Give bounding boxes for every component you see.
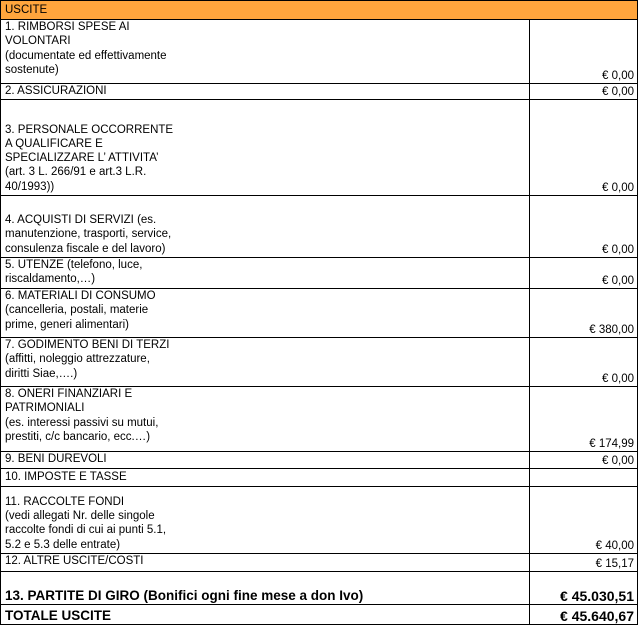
row-label[interactable]: 7. GODIMENTO BENI DI TERZI (affitti, noleggio attrezzature, diritti Siae,….) [1,338,530,387]
table-row [1,469,638,487]
partite-row [1,572,638,605]
table-row [1,554,638,572]
header-title[interactable]: USCITE [1,1,638,20]
row-label[interactable]: 2. ASSICURAZIONI [1,84,530,100]
row-label[interactable]: 10. IMPOSTE E TASSE [1,469,530,487]
row-label[interactable] [1,487,530,554]
totale-row [1,605,638,625]
row-label-text: 11. RACCOLTE FONDI (vedi allegati Nr. delle singole raccolte fondi di cui ai punti 5.1, 5.2 e 5.3 delle entrate) [5,495,167,551]
row-amount[interactable] [530,469,638,487]
row-amount[interactable]: € 174,99 [530,387,638,452]
row-amount[interactable]: € 0,00 [530,84,638,100]
partite-label[interactable]: 13. PARTITE DI GIRO (Bonifici ogni fine mese a don Ivo) [1,572,530,605]
row-label[interactable]: 1. RIMBORSI SPESE AI VOLONTARI (documentate ed effettivamente sostenute) [1,20,530,84]
table-row [1,289,638,338]
row-amount[interactable]: € 380,00 [530,289,638,338]
table-row [1,387,638,452]
row-amount[interactable]: € 0,00 [530,196,638,258]
row-amount[interactable]: € 0,00 [530,452,638,469]
row-label[interactable] [1,100,530,196]
row-label[interactable]: 9. BENI DUREVOLI [1,452,530,469]
row-label[interactable]: 8. ONERI FINANZIARI E PATRIMONIALI (es. interessi passivi su mutui, prestiti, c/c bancario, ecc.…) [1,387,530,452]
row-label[interactable]: 6. MATERIALI DI CONSUMO (cancelleria, postali, materie prime, generi alimentari) [1,289,530,338]
table-row [1,196,638,258]
table-row [1,338,638,387]
header-row [1,1,638,20]
row-amount[interactable]: € 0,00 [530,258,638,289]
row-label[interactable]: 12. ALTRE USCITE/COSTI [1,554,530,572]
table-row [1,84,638,100]
row-amount[interactable]: € 0,00 [530,20,638,84]
totale-label[interactable]: TOTALE USCITE [1,605,530,625]
table-row [1,100,638,196]
row-amount[interactable]: € 0,00 [530,100,638,196]
row-label[interactable]: 5. UTENZE (telefono, luce, riscaldamento,…) [1,258,530,289]
row-amount[interactable]: € 0,00 [530,338,638,387]
table-row [1,452,638,469]
row-label-text: 3. PERSONALE OCCORRENTE A QUALIFICARE E SPECIALIZZARE L’ ATTIVITA’ (art. 3 L. 266/91 e art.3 L.R. 40/1993)) [5,123,174,193]
row-label[interactable] [1,196,530,258]
table-row [1,20,638,84]
table-row [1,258,638,289]
row-label-text: 4. ACQUISTI DI SERVIZI (es. manutenzione, trasporti, service, consulenza fiscale e del lavoro) [5,214,172,255]
totale-amount[interactable]: € 45.640,67 [530,605,638,625]
row-amount[interactable]: € 15,17 [530,554,638,572]
table-row [1,487,638,554]
partite-amount[interactable]: € 45.030,51 [530,572,638,605]
row-amount[interactable]: € 40,00 [530,487,638,554]
